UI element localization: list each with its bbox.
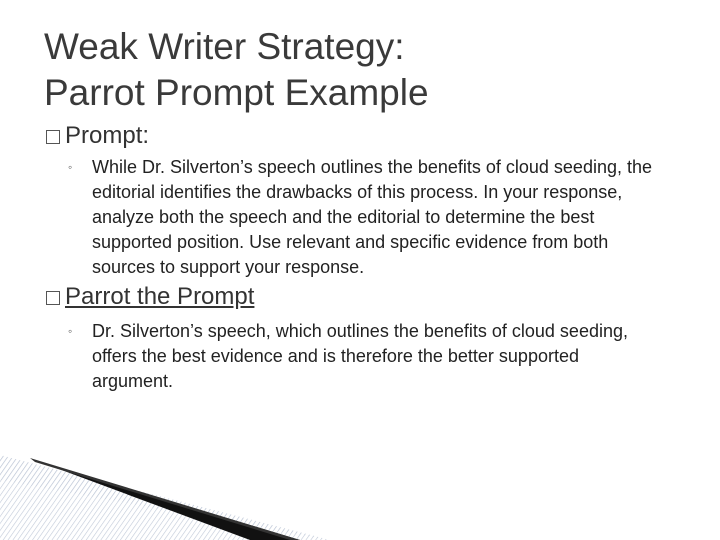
title-line-2: Parrot Prompt Example <box>44 72 429 113</box>
sub-bullet-parrot <box>68 319 658 394</box>
sub-bullet-text-prompt: While Dr. Silverton’s speech outlines the benefits of cloud seeding, the editorial identifies the drawbacks of this process. In your response, analyze both the speech and the editorial to determine the best supported position. Use relevant and specific evidence from both sources to support your response. <box>92 157 652 277</box>
bullet-prompt <box>44 122 149 150</box>
bullet-parrot <box>44 283 254 311</box>
circle-bullet-icon: ◦ <box>68 324 73 338</box>
circle-bullet-icon: ◦ <box>68 160 73 174</box>
slide-title <box>44 24 429 116</box>
bullet-label-prompt: Prompt: <box>65 122 150 149</box>
bullet-label-parrot: Parrot the Prompt <box>65 283 255 310</box>
title-line-1: Weak Writer Strategy: <box>44 26 405 67</box>
sub-bullet-text-parrot: Dr. Silverton’s speech, which outlines the benefits of cloud seeding, offers the best evidence and is therefore the better supported argument. <box>92 321 628 391</box>
sub-bullet-prompt <box>68 155 658 280</box>
square-bullet-icon <box>46 130 60 144</box>
square-bullet-icon <box>46 291 60 305</box>
